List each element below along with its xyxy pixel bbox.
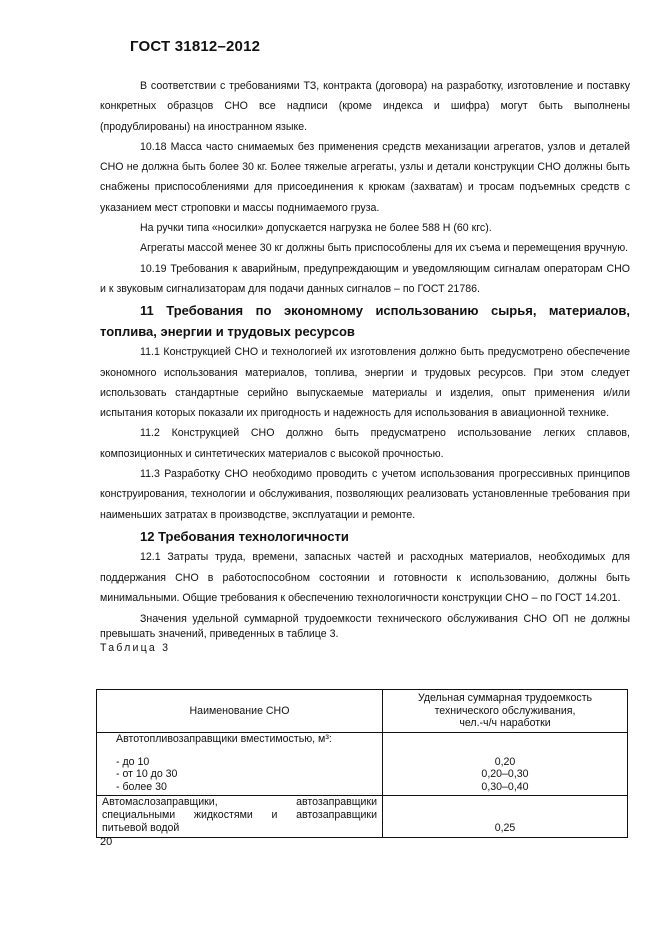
- paragraph: Агрегаты массой менее 30 кг должны быть приспособлены для их съема и перемещения вручную.: [140, 242, 629, 255]
- document-header: ГОСТ 31812–2012: [130, 38, 261, 55]
- paragraph: В соответствии с требованиями ТЗ, контракта (договора) на разработку, изготовление и поставку конкретных образцов СНО все надписи (кроме индекса и шифра) могут быть выполнены (продублированы) на иностранном языке.: [100, 80, 630, 133]
- group-title: Автотопливозаправщики вместимостью, м³:: [116, 733, 332, 745]
- paragraph-11-3: 11.3 Разработку СНО необходимо проводить с учетом использования прогрессивных принципов конструирования, технологии и обслуживания, позволяющих реализовать установленные требования при наименьших затратах в производстве, эксплуатации и ремонте.: [100, 468, 630, 521]
- row-value: 0,30–0,40: [481, 780, 529, 793]
- row-label: - до 10: [116, 755, 150, 768]
- body-text: [100, 76, 630, 655]
- paragraph-10-19: 10.19 Требования к аварийным, предупреждающим и уведомляющим сигналам операторам СНО и к звуковым сигнализаторам для подачи данных сигналов – по ГОСТ 21786.: [100, 262, 630, 295]
- paragraph-11-2: 11.2 Конструкцией СНО должно быть предусматрено использование легких сплавов, композиционных и синтетических материалов с высокой прочностью.: [100, 427, 630, 460]
- paragraph-11-1: 11.1 Конструкцией СНО и технологией их изготовления должно быть предусмотрено обеспечение экономного использования материалов, топлива, энергии и трудовых ресурсов. При этом следует использовать стандартные серийно выпускаемые материалы и изделия, опыт применения и/или испытания которых показали их пригодность и надежность для использования в авиационной технике.: [100, 346, 630, 420]
- paragraph-10-18: 10.18 Масса часто снимаемых без применения средств механизации агрегатов, узлов и деталей СНО не должна быть более 30 кг. Более тяжелые агрегаты, узлы и детали конструкции СНО должны быть снабжены приспособлениями для присоединения к крюкам (захватам) и тросам подъемных средств с указанием мест строповки и массы поднимаемого груза.: [100, 140, 630, 214]
- section-heading-11: 11 Требования по экономному использованию сырья, материалов, топлива, энергии и трудовых ресурсов: [100, 303, 630, 339]
- table-3: [96, 689, 628, 838]
- paragraph: На ручки типа «носилки» допускается нагрузка не более 588 Н (60 кгс).: [140, 222, 492, 235]
- spacer: [102, 746, 377, 756]
- table-row: [97, 733, 628, 796]
- page-number: 20: [100, 836, 113, 848]
- table-header-row: [97, 690, 628, 733]
- table-cell-value: 0,25: [383, 796, 628, 838]
- row-label-line: питьевой водой: [102, 821, 180, 834]
- table-label: Таблица 3: [100, 642, 171, 655]
- row-value: 0,20–0,30: [481, 768, 529, 781]
- paragraph-12-1: 12.1 Затраты труда, времени, запасных частей и расходных материалов, необходимых для поддержания СНО в работоспособном состоянии и готовности к использованию, должны быть минимальными. Общие требования к обеспечению технологичности конструкции СНО – по ГОСТ 14.201.: [100, 551, 630, 605]
- row-label: - от 10 до 30: [116, 768, 178, 781]
- table-cell-name: [97, 733, 383, 796]
- section-heading-12: 12 Требования технологичности: [140, 528, 349, 544]
- column-header-line: Удельная суммарная трудоемкость: [417, 692, 593, 705]
- row-label-line: Автомаслозаправщики, автозаправщики: [102, 796, 377, 809]
- row-label-line: специальными жидкостями и автозаправщики: [102, 808, 377, 821]
- paragraph: Значения удельной суммарной трудоемкости технического обслуживания СНО ОП не должны превышать значений, приведенных в таблице 3.: [100, 613, 630, 640]
- table-cell-name: [97, 796, 383, 838]
- spacer: [388, 733, 622, 756]
- column-header-line: чел.-ч/ч наработки: [459, 717, 551, 730]
- column-header-line: технического обслуживания,: [434, 704, 576, 717]
- column-header-labor: [383, 690, 628, 733]
- row-label: - более 30: [116, 780, 167, 793]
- table-cell-value: [383, 733, 628, 796]
- column-header-name: Наименование СНО: [97, 690, 383, 733]
- table-row: [97, 796, 628, 838]
- row-value: 0,20: [494, 755, 516, 768]
